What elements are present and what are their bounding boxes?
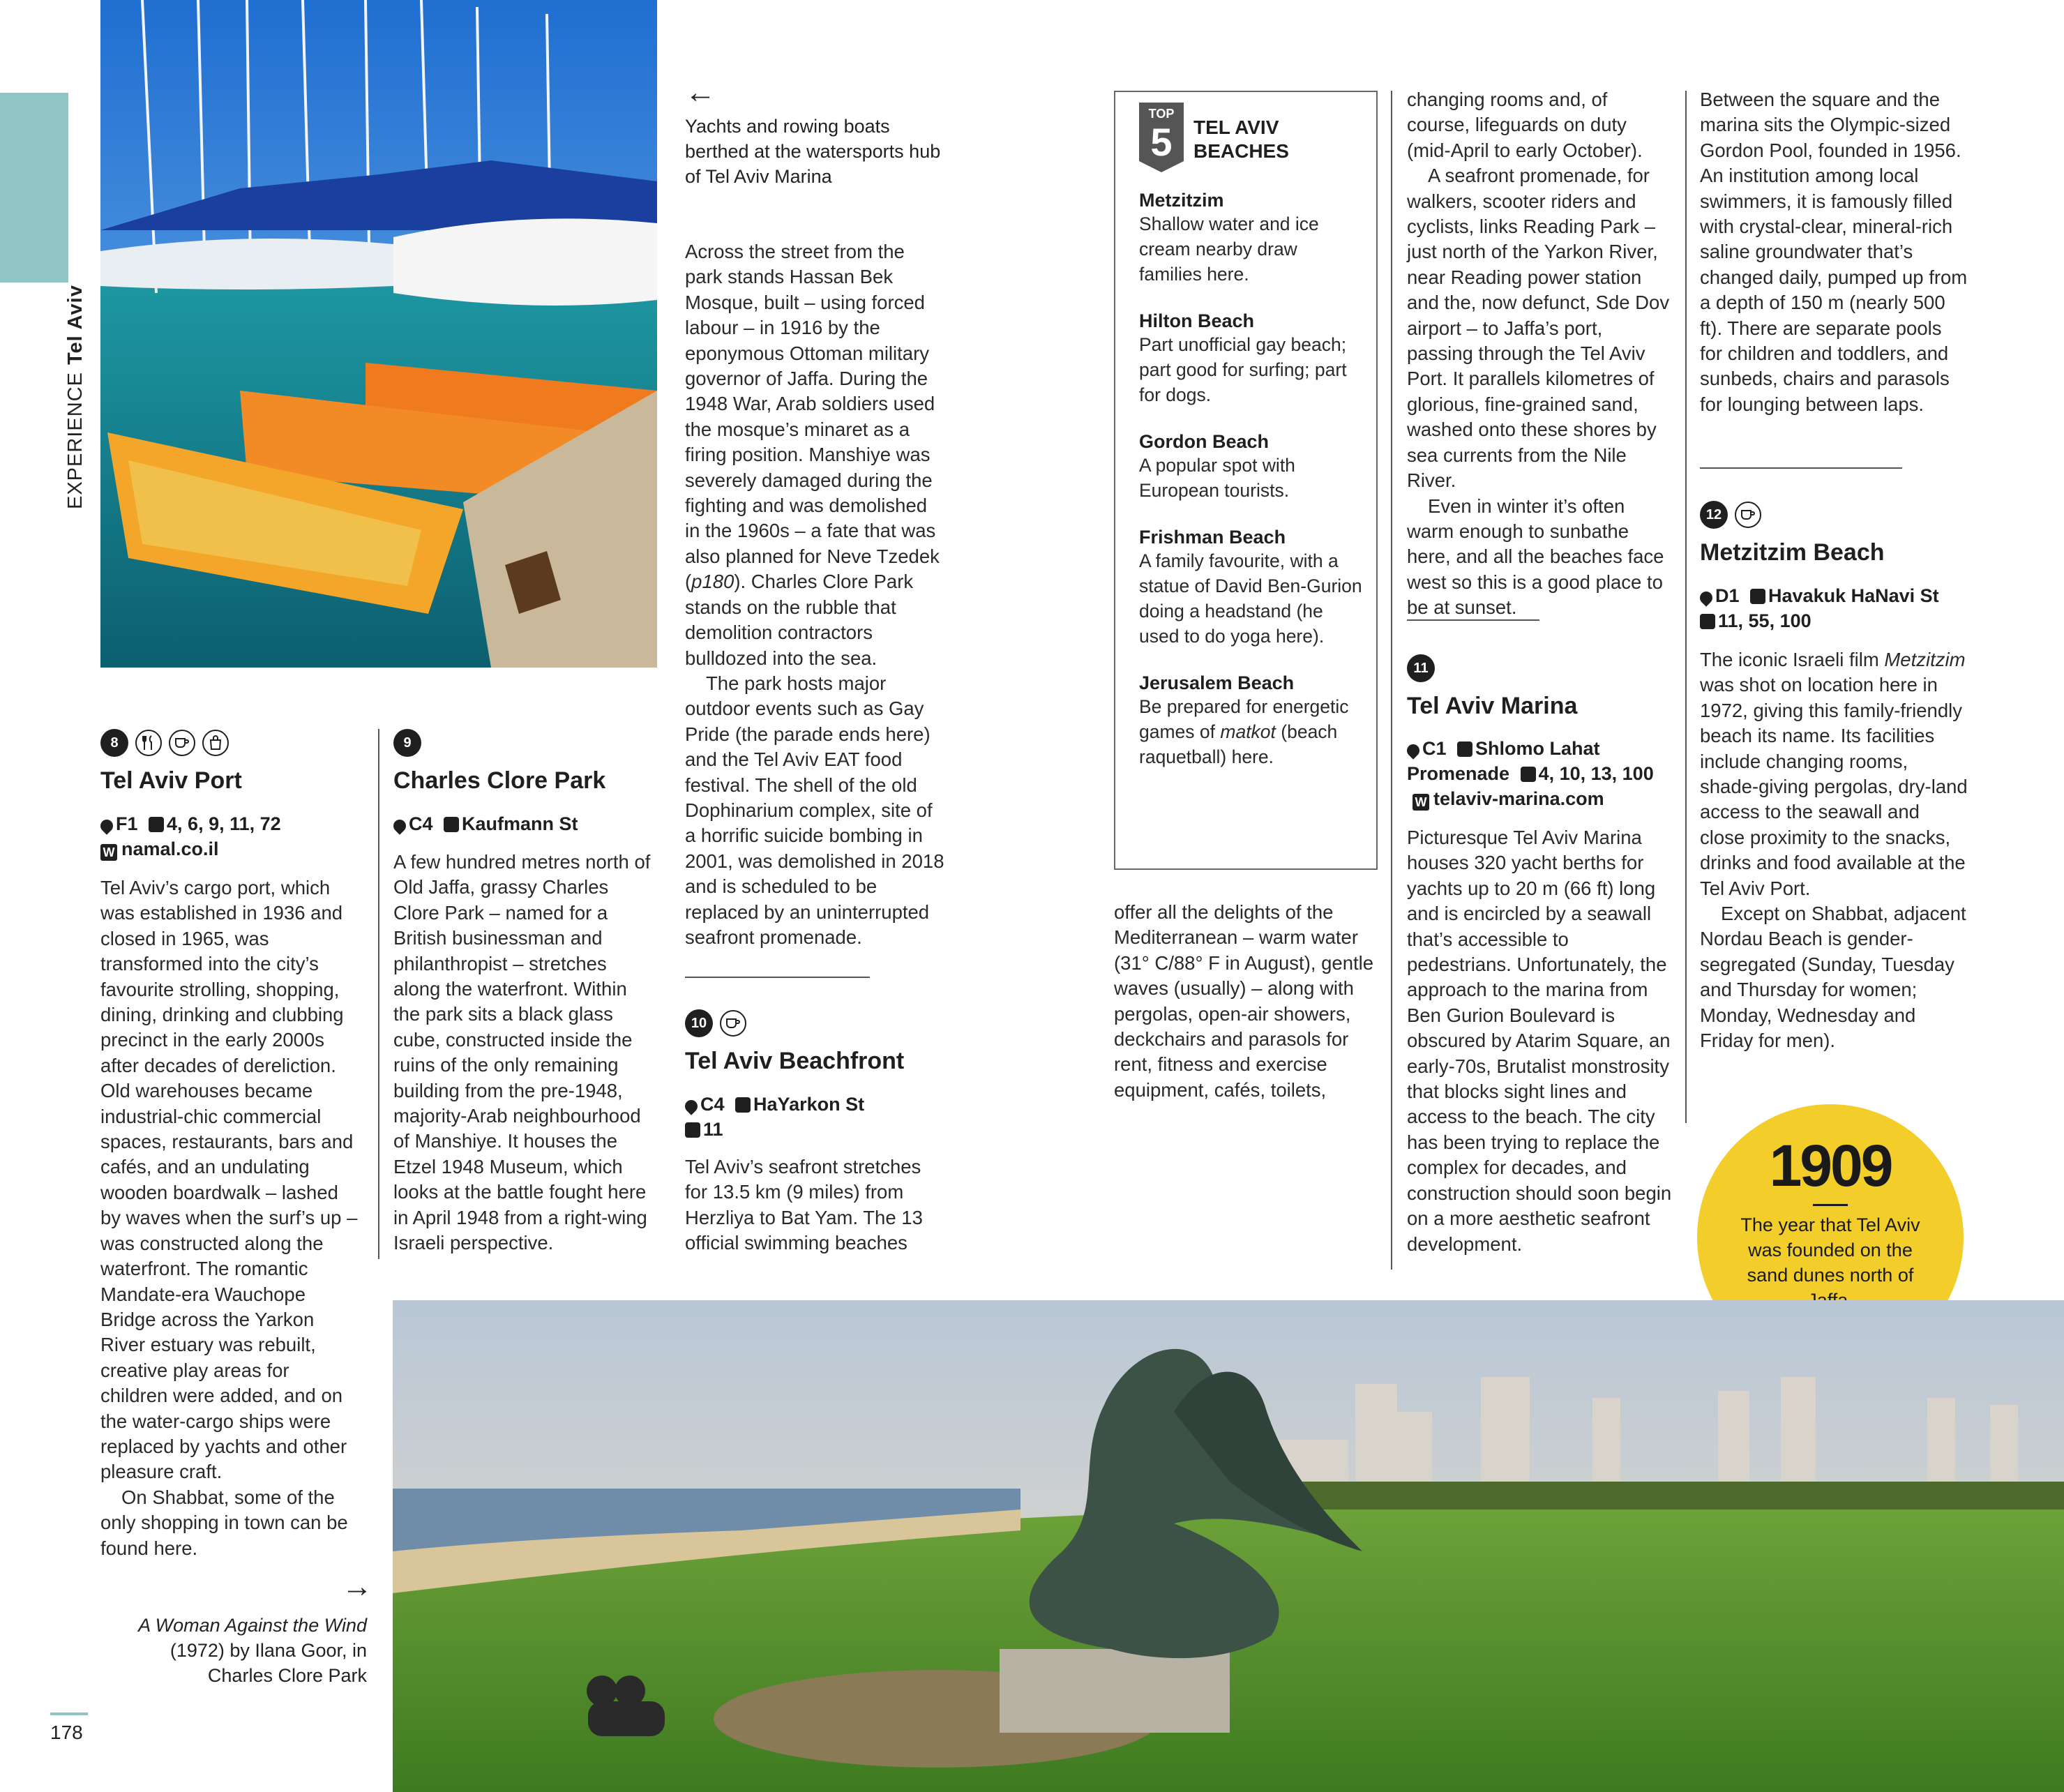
- section-label: EXPERIENCETel Aviv: [64, 285, 86, 509]
- map-pin-icon: [98, 817, 115, 834]
- site-body: Tel Aviv’s seafront stretches for 13.5 km (9 miles) from Herzliya to Bat Yam. The 13 official swimming beaches: [685, 1156, 923, 1254]
- site-meta: D1 Havakuk HaNavi St 11, 55, 100: [1700, 583, 1979, 633]
- fact-caption: The year that Tel Aviv was founded on the sand dunes north of: [1740, 1214, 1920, 1286]
- site-meta: C4 Kaufmann St: [393, 811, 658, 836]
- top5-title: TEL AVIV BEACHES: [1193, 116, 1289, 162]
- shopping-icon: [202, 730, 229, 756]
- site-body-continued: Across the street from the park stands Hassan Bek Mosque, built – using forced labour – in 1916 by the eponymous Ottoman military governor of Jaffa. During the 1948 War, Arab soldiers used the mosque’s minaret as a firing position. Manshiye was severely damaged during the fighting and was demolished in the 1960s – a fate that was also planned for Neve Tzedek (p180). Charles Clore Park stands on the rubble that demolition contractors bulldozed into the sea. The park hosts major outdoor events such as Gay Pride (the parade ends here) and the Tel Aviv EAT food festival. The shell of the old Dophinarium complex, site of a horrific suicide bombing in 2001, was demolished in 2018 and is scheduled to be replaced by an uninterrupted seafront promenade.: [685, 241, 944, 948]
- section-divider: [1700, 467, 1902, 469]
- site-title: Charles Clore Park: [393, 767, 606, 794]
- site-10-header: [685, 1009, 746, 1037]
- section-tab: [0, 93, 68, 283]
- top5-list: [1139, 190, 1362, 769]
- site-meta: C1 Shlomo Lahat Promenade 4, 10, 13, 100 W telaviv-marina.com: [1407, 736, 1679, 811]
- bus-icon: [1700, 614, 1715, 629]
- site-number-badge: 12: [1700, 501, 1728, 529]
- site-body-continued: changing rooms and, of course, lifeguards on duty (mid-April to early October). A seafront promenade, for walkers, scooter riders and cyclists, links Reading Park – just north of the Yarkon River, near Reading power station and the, now defunct, Sde Dov airport – to Jaffa’s port, passing through the Tel Aviv Port. It parallels kilometres of glorious, fine-grained sand, washed onto these shores by sea currents from the Nile River. Even in winter it’s often warm enough to sunbathe here, and all the beaches face west so this is a good place to be at sunset.: [1407, 89, 1670, 619]
- site-number-badge: 8: [100, 729, 128, 757]
- page-number-rule: [50, 1712, 88, 1715]
- top5-item: Frishman Beach A family favourite, with a statue of David Ben-Gurion doing a headstand (he used to do yoga here).: [1139, 527, 1362, 647]
- marina-photo-caption: Yachts and rowing boats berthed at the watersports hub of Tel Aviv Marina: [685, 116, 941, 187]
- site-title: Tel Aviv Port: [100, 767, 242, 794]
- address-icon: [1750, 589, 1765, 604]
- top5-item: Jerusalem Beach Be prepared for energetic games of matkot (beach raquetball) here.: [1139, 672, 1349, 767]
- top5-item: Gordon Beach A popular spot with European tourists.: [1139, 431, 1295, 501]
- page-number: 178: [50, 1722, 83, 1743]
- top5-item: Metzitzim Shallow water and ice cream nearby draw families here.: [1139, 190, 1319, 285]
- sculpture-photo-caption: A Woman Against the Wind (1972) by Ilana Goor, in Charles Clore Park: [138, 1615, 367, 1686]
- map-pin-icon: [682, 1097, 700, 1115]
- address-icon: [444, 817, 459, 832]
- site-body-continued: Between the square and the marina sits the Olympic-sized Gordon Pool, founded in 1956. An institution among local swimmers, it is famously filled with crystal-clear, mineral-rich saline groundwater that’s changed daily, pumped up from a depth of 150 m (nearly 500 ft). There are separate pools for children and toddlers, and sunbeds, chairs and parasols for lounging between laps.: [1700, 89, 1968, 415]
- map-pin-icon: [391, 817, 408, 834]
- top5-box: [1114, 91, 1378, 870]
- site-8-header: [100, 729, 229, 757]
- web-icon: W: [100, 844, 117, 861]
- site-body: The iconic Israeli film Metzitzim was shot on location here in 1972, giving this family-friendly beach its name. Its facilities include changing rooms, shade-giving pergolas, dry-land access to the seawall and close proximity to the snacks, drinks and food available at the Tel Aviv Port. Except on Shabbat, adjacent Nordau Beach is gender-segregated (Sunday, Tuesday and Thursday for women; Monday, Wednesday and Friday for men).: [1700, 649, 1968, 1052]
- site-website[interactable]: telaviv-marina.com: [1433, 788, 1604, 809]
- column-divider: [378, 729, 379, 1259]
- cafe-icon: [720, 1010, 746, 1037]
- column-divider: [1391, 91, 1392, 1270]
- site-title: Metzitzim Beach: [1700, 539, 1885, 566]
- top5-badge: TOP 5: [1139, 103, 1184, 172]
- site-meta: C4 HaYarkon St 11: [685, 1092, 950, 1142]
- column-divider: [1685, 91, 1687, 1123]
- site-12-header: [1700, 501, 1761, 529]
- address-icon: [735, 1097, 751, 1113]
- cafe-icon: [1735, 502, 1761, 528]
- site-body: A few hundred metres north of Old Jaffa, grassy Charles Clore Park – named for a British businessman and philanthropist – stretches along the waterfront. Within the park sits a black glass cube, constructed inside the ruins of the only remaining building from the pre-1948, majority-Arab neighbourhood of Manshiye. It houses the Etzel 1948 Museum, which looks at the battle fought here in April 1948 from a right-wing Israeli perspective.: [393, 851, 651, 1254]
- site-body: Tel Aviv’s cargo port, which was established in 1936 and closed in 1965, was transformed into the city’s favourite strolling, shopping, dining, drinking and clubbing precinct in the early 2000s after decades of dereliction. Old warehouses became industrial-chic commercial spaces, restaurants, bars and cafés, and an undulating wooden boardwalk – lashed by waves when the surf’s up – was constructed along the waterfront. The romantic Mandate-era Wauchope Bridge across the Yarkon River estuary was rebuilt, creative play areas for children were added, and on the water-cargo ships were replaced by yachts and other pleasure craft. On Shabbat, some of the only shopping in town can be found here.: [100, 877, 358, 1559]
- map-pin-icon: [1404, 741, 1422, 759]
- bus-icon: [149, 817, 164, 832]
- section-divider: [1407, 619, 1539, 621]
- bus-icon: [685, 1122, 700, 1138]
- address-icon: [1457, 741, 1472, 757]
- web-icon: W: [1413, 794, 1429, 811]
- site-number-badge: 9: [393, 729, 421, 757]
- sculpture-photo: [393, 1300, 2064, 1792]
- site-number-badge: 10: [685, 1009, 713, 1037]
- site-body: Picturesque Tel Aviv Marina houses 320 yacht berths for yachts up to 20 m (66 ft) long and is encircled by a seawall that’s accessible to pedestrians. Unfortunately, the approach to the marina from Ben Gurion Boulevard is obscured by Atarim Square, an early-70s, Brutalist monstrosity that blocks sight lines and access to the beach. The city has been trying to replace the complex for decades, and construction should soon begin on a more aesthetic seafront development.: [1407, 827, 1672, 1255]
- site-number-badge: 11: [1407, 654, 1435, 682]
- top5-item: Hilton Beach Part unofficial gay beach; part good for surfing; part for dogs.: [1139, 310, 1347, 405]
- left-arrow-icon: ←: [685, 75, 716, 110]
- section-divider: [685, 977, 870, 978]
- site-title: Tel Aviv Beachfront: [685, 1048, 905, 1074]
- site-title: Tel Aviv Marina: [1407, 693, 1578, 719]
- site-meta: F1 4, 6, 9, 11, 72 W namal.co.il: [100, 811, 366, 861]
- restaurant-icon: [135, 730, 162, 756]
- map-pin-icon: [1697, 589, 1715, 606]
- right-arrow-icon: →: [342, 1569, 372, 1604]
- cafe-icon: [169, 730, 195, 756]
- site-body-continued: offer all the delights of the Mediterranean – warm water (31° C/88° F in August), gentle waves (usually) – along with pergolas, open-air showers, deckchairs and parasols for rent, fitness and exercise equipment, cafés, toilets,: [1114, 901, 1374, 1101]
- fact-year: 1909: [1769, 1133, 1892, 1198]
- fact-divider: [1813, 1204, 1848, 1206]
- marina-photo: [100, 0, 657, 668]
- site-website[interactable]: namal.co.il: [121, 838, 219, 859]
- bus-icon: [1521, 767, 1536, 782]
